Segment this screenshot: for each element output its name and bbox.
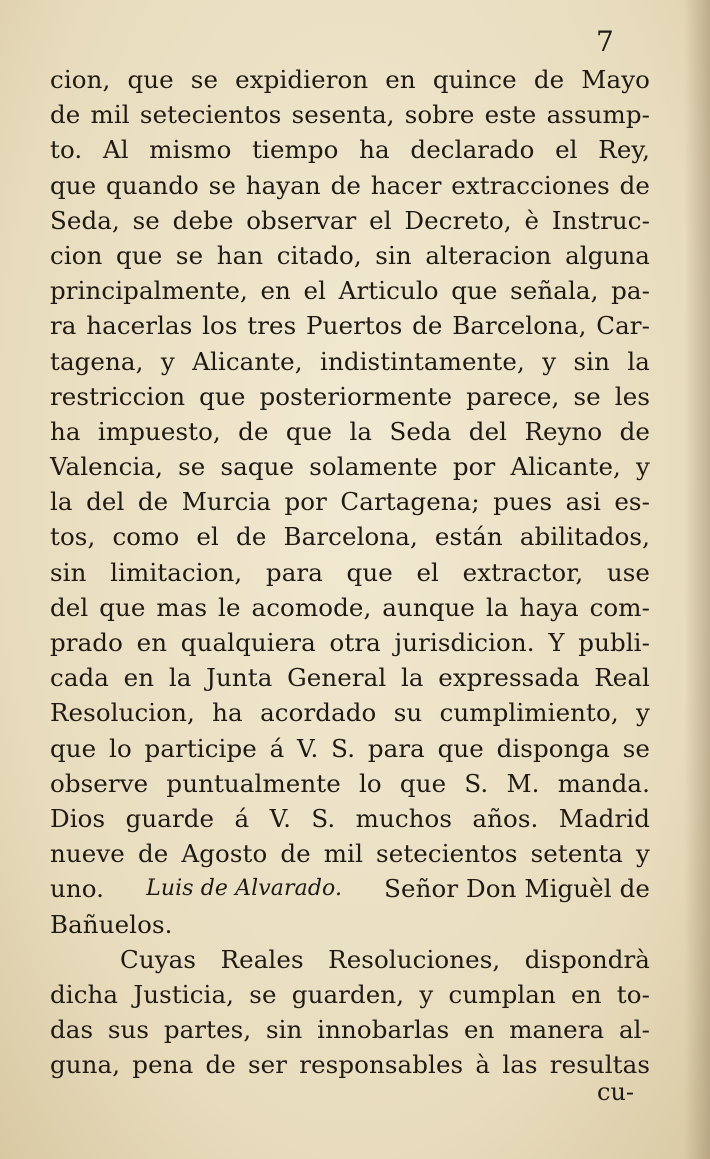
- text-line: to. Al mismo tiempo ha declarado el Rey,: [50, 135, 650, 165]
- text-line: principalmente, en el Articulo que señala, pa-: [50, 276, 650, 306]
- text-line: la del de Murcia por Cartagena; pues asi es-: [50, 487, 650, 517]
- text-line: guna, pena de ser responsables à las resultas: [50, 1050, 650, 1080]
- catchword: cu-: [597, 1078, 635, 1106]
- text-line: Bañuelos.: [50, 909, 173, 939]
- text-line: ra hacerlas los tres Puertos de Barcelona, Car-: [50, 311, 650, 341]
- body-text: [50, 62, 650, 1082]
- page-number: 7: [596, 25, 614, 58]
- text-line: restriccion que posteriormente parece, se les: [50, 381, 650, 411]
- text-line: tos, como el de Barcelona, están abilitados,: [50, 522, 650, 552]
- signature-name: Luis de Alvarado.: [146, 876, 343, 902]
- text-line: dicha Justicia, se guarden, y cumplan en to-: [50, 979, 650, 1009]
- signature-line: [50, 871, 650, 906]
- closing-word: uno.: [50, 874, 105, 904]
- addressee: Señor Don Miguèl de: [384, 874, 650, 904]
- text-line: das sus partes, sin innobarlas en manera al-: [50, 1015, 650, 1045]
- text-line: tagena, y Alicante, indistintamente, y sin la: [50, 346, 650, 376]
- text-line: Seda, se debe observar el Decreto, è Instruc-: [50, 205, 650, 235]
- text-line: prado en qualquiera otra jurisdicion. Y publi-: [50, 628, 650, 657]
- text-line: cion, que se expidieron en quince de Mayo: [50, 65, 650, 94]
- text-line: del que mas le acomode, aunque la haya com-: [50, 592, 650, 622]
- text-line: nueve de Agosto de mil setecientos setenta y: [50, 839, 650, 869]
- text-line: Resolucion, ha acordado su cumplimiento, y: [50, 698, 650, 728]
- text-line: que lo participe á V. S. para que disponga se: [50, 733, 650, 763]
- text-line: cion que se han citado, sin alteracion alguna: [50, 240, 650, 270]
- text-line: cada en la Junta General la expressada Real: [50, 663, 650, 693]
- text-line: Dios guarde á V. S. muchos años. Madrid: [50, 803, 650, 833]
- text-line: Valencia, se saque solamente por Alicante, y: [50, 452, 650, 482]
- page-edge-shadow: [684, 0, 710, 1159]
- text-line: ha impuesto, de que la Seda del Reyno de: [50, 416, 650, 446]
- text-line: que quando se hayan de hacer extracciones de: [50, 170, 650, 200]
- text-line: sin limitacion, para que el extractor, use: [50, 557, 650, 587]
- text-line: observe puntualmente lo que S. M. manda.: [50, 768, 650, 798]
- paragraph-start-line: Cuyas Reales Resoluciones, dispondrà: [120, 944, 650, 974]
- text-line: de mil setecientos sesenta, sobre este assump-: [50, 100, 650, 130]
